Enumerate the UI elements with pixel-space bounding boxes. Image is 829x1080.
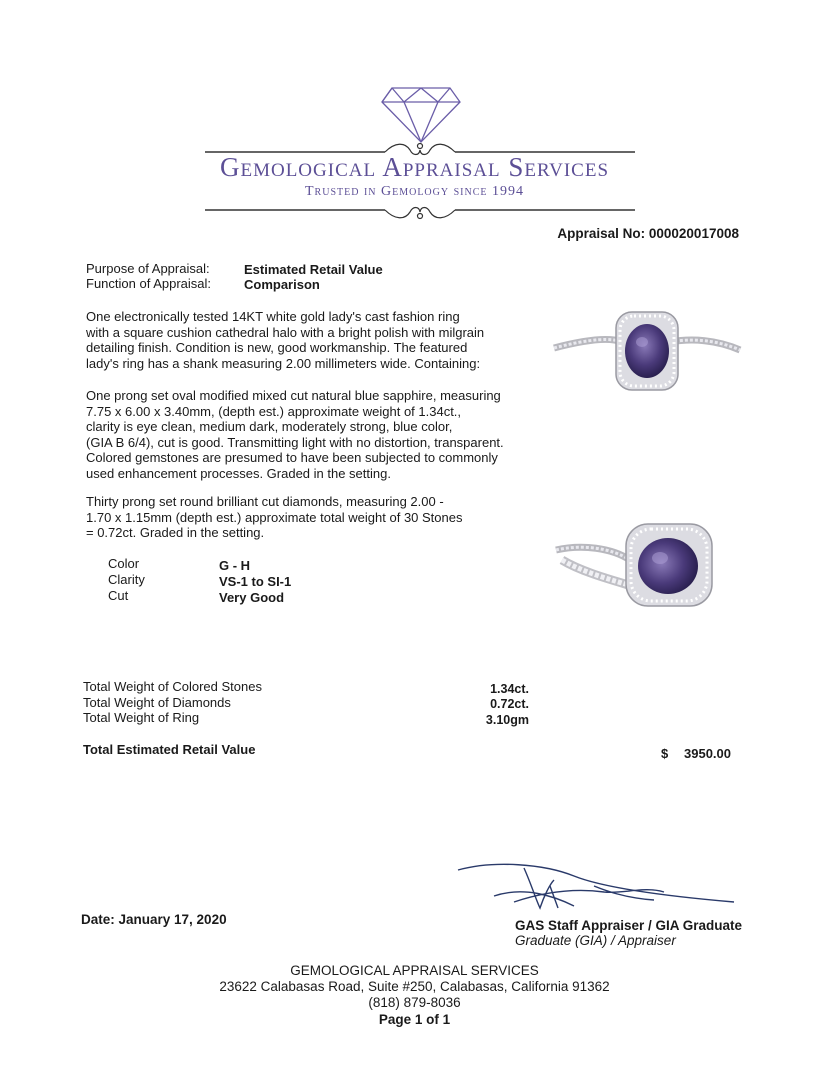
- grade-value-clarity: VS-1 to SI-1: [219, 574, 292, 589]
- company-name: Gemological Appraisal Services: [219, 152, 610, 182]
- total-label-diamonds: Total Weight of Diamonds: [83, 695, 231, 710]
- diamond-logo-icon: [380, 86, 462, 144]
- grade-label-clarity: Clarity: [108, 572, 145, 587]
- function-value: Comparison: [244, 277, 320, 292]
- total-label-ring: Total Weight of Ring: [83, 710, 200, 725]
- signature-image: [454, 856, 744, 914]
- total-value-ring: 3.10gm: [485, 713, 529, 727]
- footer-phone: (818) 879-8036: [368, 995, 461, 1010]
- description-line: Thirty prong set round brilliant cut diamonds, measuring 2.00 -: [86, 494, 444, 509]
- description-line: 7.75 x 6.00 x 3.40mm, (depth est.) approximate weight of 1.34ct.,: [86, 403, 462, 419]
- description-line: One electronically tested 14KT white gold lady's cast fashion ring: [86, 309, 460, 324]
- page-number: Page 1 of 1: [378, 1012, 451, 1027]
- appraiser-title: GAS Staff Appraiser / GIA Graduate: [515, 918, 743, 933]
- description-sapphire: [86, 388, 536, 482]
- grade-value-cut: Very Good: [219, 590, 285, 605]
- purpose-value: Estimated Retail Value: [244, 262, 383, 277]
- total-label-colored: Total Weight of Colored Stones: [83, 679, 262, 694]
- description-ring: [86, 309, 536, 371]
- appraisal-date: Date: January 17, 2020: [81, 912, 227, 927]
- appraiser-subtitle: Graduate (GIA) / Appraiser: [515, 933, 676, 948]
- description-diamonds: [86, 494, 536, 541]
- footer-address: 23622 Calabasas Road, Suite #250, Calabasas, California 91362: [219, 979, 610, 994]
- retail-currency: $: [661, 746, 669, 761]
- footer-company: GEMOLOGICAL APPRAISAL SERVICES: [290, 963, 539, 978]
- company-tagline: Trusted in Gemology since 1994: [305, 184, 524, 199]
- function-label: Function of Appraisal:: [86, 276, 212, 291]
- description-line: Colored gemstones are presumed to have been subjected to commonly: [86, 450, 498, 466]
- grade-label-color: Color: [108, 556, 140, 571]
- sapphire-stone: [638, 538, 698, 594]
- ornament-rule-bottom: [205, 202, 635, 222]
- description-line: = 0.72ct. Graded in the setting.: [86, 525, 265, 541]
- description-line: One prong set oval modified mixed cut natural blue sapphire, measuring: [86, 388, 501, 403]
- ring-photo-top: [552, 308, 742, 400]
- total-value-diamonds: 0.72ct.: [490, 697, 529, 711]
- sapphire-stone: [625, 324, 669, 378]
- retail-label: Total Estimated Retail Value: [83, 742, 256, 757]
- purpose-label: Purpose of Appraisal:: [86, 261, 210, 276]
- ring-photo-angled: [552, 520, 742, 612]
- description-line: clarity is eye clean, medium dark, moderately strong, blue color,: [86, 419, 453, 435]
- grade-value-color: G - H: [219, 558, 251, 573]
- grade-label-cut: Cut: [108, 588, 129, 603]
- total-value-colored: 1.34ct.: [490, 682, 529, 696]
- description-line: (GIA B 6/4), cut is good. Transmitting light with no distortion, transparent.: [86, 434, 504, 450]
- description-line: lady's ring has a shank measuring 2.00 millimeters wide. Containing:: [86, 355, 481, 371]
- description-line: with a square cushion cathedral halo with a bright polish with milgrain: [86, 324, 485, 340]
- description-line: 1.70 x 1.15mm (depth est.) approximate total weight of 30 Stones: [86, 509, 463, 525]
- description-line: used enhancement processes. Graded in the setting.: [86, 465, 391, 481]
- appraisal-number: Appraisal No: 000020017008: [557, 226, 739, 241]
- description-line: detailing finish. Condition is new, good workmanship. The featured: [86, 340, 468, 356]
- retail-amount: 3950.00: [684, 746, 731, 761]
